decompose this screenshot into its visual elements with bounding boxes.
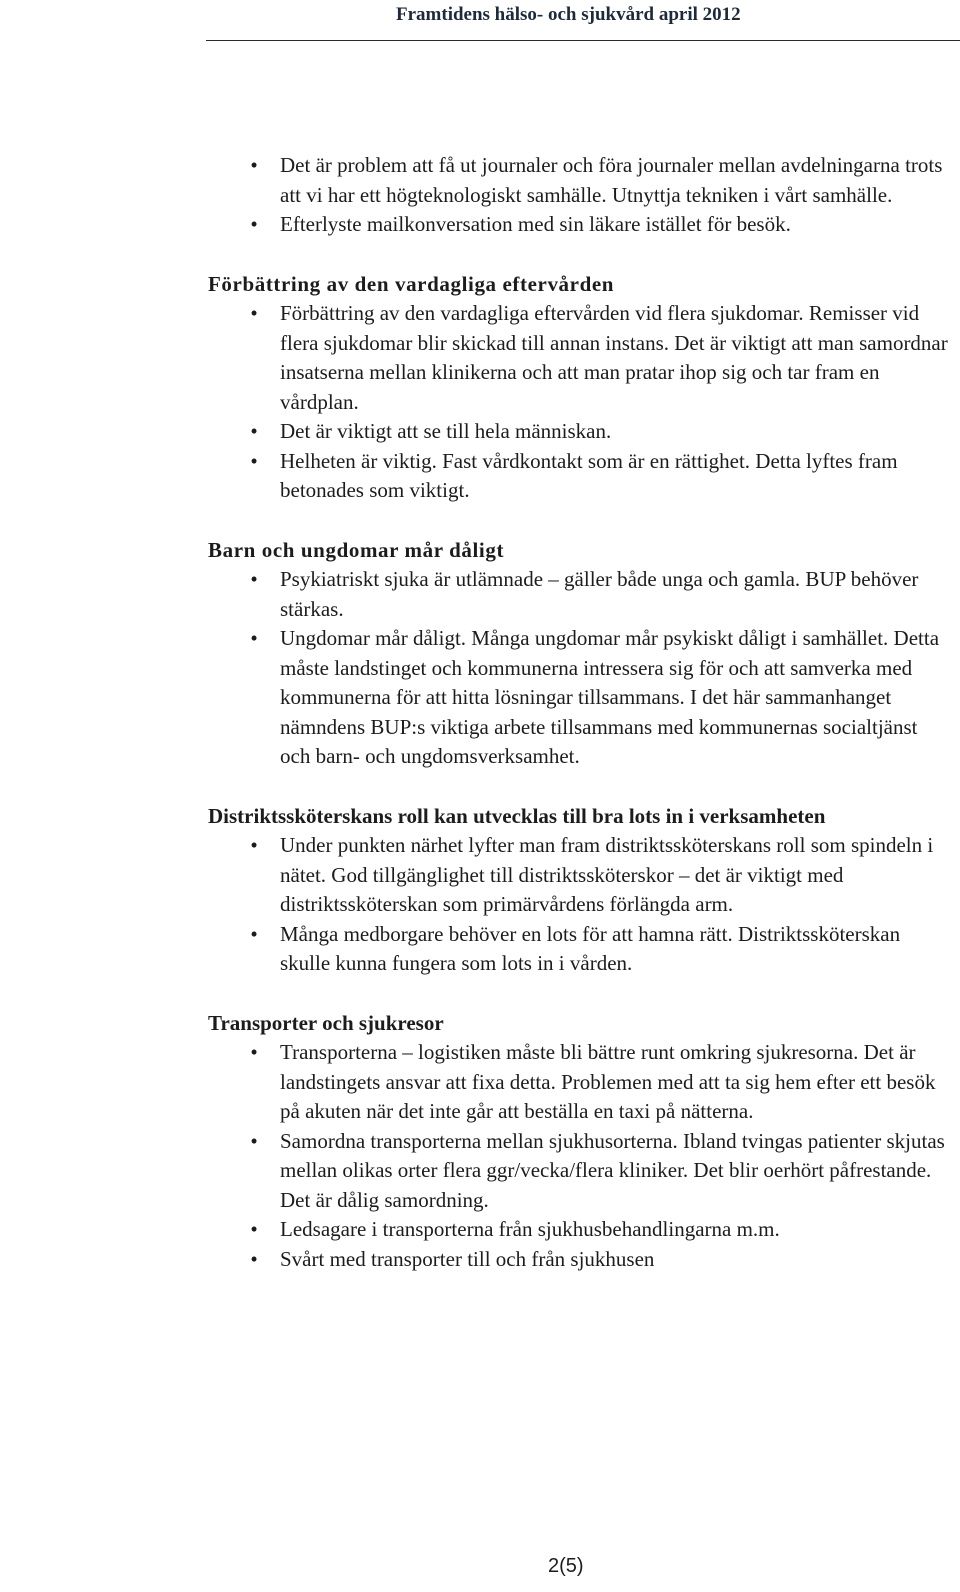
section-bullet-list — [208, 565, 953, 772]
section-eftervarden — [208, 270, 953, 506]
list-item-text: Samordna transporterna mellan sjukhusorterna. Ibland tvingas patienter skjutas mellan olikas orter flera ggr/vecka/flera kliniker. Det blir oerhört påfrestande. Det är dålig samordning. — [280, 1128, 945, 1212]
section-spacer — [208, 506, 953, 536]
list-item — [208, 1038, 953, 1127]
list-item-text: Ungdomar mår dåligt. Många ungdomar mår psykiskt dåligt i samhället. Detta måste landstinget och kommunerna intressera sig för och att samverka med kommunerna för att hitta lösningar tillsammans. I det här sammanhanget nämndens BUP:s viktiga arbete tillsammans med kommunernas socialtjänst och barn- och ungdomsverksamhet. — [280, 626, 940, 768]
list-item-text: Ledsagare i transporterna från sjukhusbehandlingarna m.m. — [280, 1217, 780, 1241]
list-item — [208, 299, 953, 417]
list-item — [208, 831, 953, 920]
bullet-icon: • — [250, 833, 258, 857]
list-item — [208, 151, 953, 210]
bullet-icon: • — [250, 1246, 258, 1271]
section-heading: Transporter och sjukresor — [208, 1010, 444, 1035]
list-item-text: Det är problem att få ut journaler och föra journaler mellan avdelningarna trots att vi har ett högteknologiskt samhälle. Utnyttja tekniken i vårt samhälle. — [280, 153, 943, 207]
list-item-text: Helheten är viktig. Fast vårdkontakt som är en rättighet. Detta lyftes fram betonades som viktigt. — [280, 448, 898, 502]
section-heading: Distriktssköterskans roll kan utvecklas till bra lots in i verksamheten — [208, 803, 826, 828]
section-transporter — [208, 1009, 953, 1275]
list-item-text: Psykiatriskt sjuka är utlämnade – gäller både unga och gamla. BUP behöver stärkas. — [280, 567, 919, 621]
page-header-title: Framtidens hälso- och sjukvård april 2012 — [396, 4, 741, 25]
intro-bullet-list — [208, 151, 953, 240]
header-divider — [206, 40, 960, 41]
bullet-icon: • — [250, 1217, 258, 1241]
list-item-text: Under punkten närhet lyfter man fram distriktssköterskans roll som spindeln i nätet. God tillgänglighet till distriktssköterskor – det är viktigt med distriktssköterskan som primärvårdens förlängda arm. — [280, 833, 934, 916]
bullet-icon: • — [250, 1040, 258, 1064]
list-item — [208, 1215, 953, 1245]
list-item — [208, 1127, 953, 1216]
bullet-icon: • — [250, 626, 258, 650]
bullet-icon: • — [250, 567, 258, 591]
list-item — [208, 210, 953, 240]
list-item-text: Efterlyste mailkonversation med sin läkare istället för besök. — [280, 212, 791, 236]
bullet-icon: • — [250, 921, 258, 946]
list-item — [208, 1245, 953, 1275]
list-item-text: Det är viktigt att se till hela människan. — [280, 419, 612, 443]
bullet-icon: • — [250, 212, 258, 236]
bullet-icon: • — [250, 419, 258, 443]
bullet-icon: • — [250, 448, 258, 473]
section-spacer — [208, 979, 953, 1009]
page-number: 2(5) — [548, 1555, 584, 1577]
section-distriktsskoterska — [208, 802, 953, 979]
list-item — [208, 624, 953, 772]
section-spacer — [208, 240, 953, 270]
list-item-text: Många medborgare behöver en lots för att hamna rätt. Distriktssköterskan skulle kunna fungera som lots in i vården. — [280, 921, 901, 975]
list-item-text: Förbättring av den vardagliga eftervården vid flera sjukdomar. Remisser vid flera sjukdomar blir skickad till annan instans. Det är viktigt att man samordnar insatserna mellan klinikerna och att man pratar ihop sig och tar fram en vårdplan. — [280, 301, 948, 414]
section-heading: Förbättring av den vardagliga eftervården — [208, 271, 615, 296]
list-item-text: Svårt med transporter till och från sjukhusen — [280, 1246, 655, 1271]
list-item — [208, 565, 953, 624]
document-body — [208, 151, 953, 1274]
list-item-text: Transporterna – logistiken måste bli bättre runt omkring sjukresorna. Det är landstingets ansvar att fixa detta. Problemen med att ta sig hem efter ett besök på akuten när det inte går att beställa en taxi på nätterna. — [280, 1040, 936, 1123]
bullet-icon: • — [250, 153, 258, 177]
section-bullet-list — [208, 1038, 953, 1274]
section-barn-ungdomar — [208, 536, 953, 772]
list-item — [208, 417, 953, 447]
section-spacer — [208, 772, 953, 802]
section-bullet-list — [208, 831, 953, 979]
section-bullet-list — [208, 299, 953, 506]
bullet-icon: • — [250, 1128, 258, 1153]
section-heading: Barn och ungdomar mår dåligt — [208, 537, 505, 562]
list-item — [208, 920, 953, 979]
bullet-icon: • — [250, 301, 258, 325]
list-item — [208, 447, 953, 506]
